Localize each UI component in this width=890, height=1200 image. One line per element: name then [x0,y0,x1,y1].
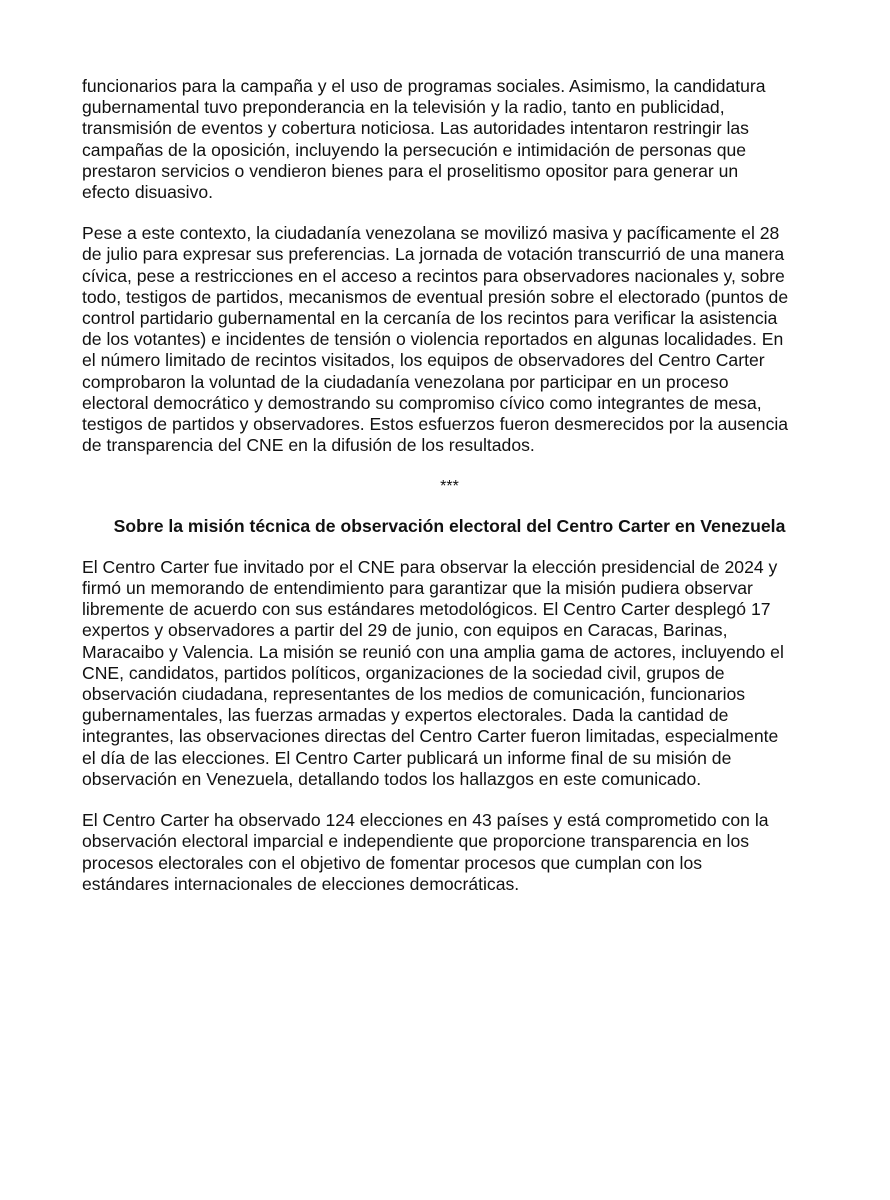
document-page [82,76,817,915]
section-separator: *** [440,478,459,496]
paragraph-campaign-conditions: funcionarios para la campaña y el uso de programas sociales. Asimismo, la candidatura gubernamental tuvo preponderancia en la televisión y la radio, tanto en publicidad, transmisión de eventos y cobertura noticiosa. Las autoridades intentaron restringir las campañas de la oposición, incluyendo la persecución e intimidación de personas que prestaron servicios o vendieron bienes para el proselitismo opositor para generar un efecto disuasivo. [82,76,766,203]
paragraph-carter-center-record: El Centro Carter ha observado 124 elecciones en 43 países y está comprometido con la observación electoral imparcial e independiente que proporcione transparencia en los procesos electorales con el objetivo de fomentar procesos que cumplan con los estándares internacionales de elecciones democráticas. [82,810,769,894]
paragraph-election-day: Pese a este contexto, la ciudadanía venezolana se movilizó masiva y pacíficamente el 28 de julio para expresar sus preferencias. La jornada de votación transcurrió de una manera cívica, pese a restricciones en el acceso a recintos para observadores nacionales y, sobre todo, testigos de partidos, mecanismos de eventual presión sobre el electorado (puntos de control partidario gubernamental en la cercanía de los recintos para verificar la asistencia de los votantes) e incidentes de tensión o violencia reportados en algunas localidades. En el número limitado de recintos visitados, los equipos de observadores del Centro Carter comprobaron la voluntad de la ciudadanía venezolana por participar en un proceso electoral democrático y demostrando su compromiso cívico como integrantes de mesa, testigos de partidos y observadores. Estos esfuerzos fueron desmerecidos por la ausencia de transparencia del CNE en la difusión de los resultados. [82,223,789,456]
section-title: Sobre la misión técnica de observación electoral del Centro Carter en Venezuela [113,515,786,536]
paragraph-mission-description: El Centro Carter fue invitado por el CNE para observar la elección presidencial de 2024 y firmó un memorando de entendimiento para garantizar que la misión pudiera observar libremente de acuerdo con sus estándares metodológicos. El Centro Carter desplegó 17 expertos y observadores a partir del 29 de junio, con equipos en Caracas, Barinas, Maracaibo y Valencia. La misión se reunió con una amplia gama de actores, incluyendo el CNE, candidatos, partidos políticos, organizaciones de la sociedad civil, grupos de observación ciudadana, representantes de los medios de comunicación, funcionarios gubernamentales, las fuerzas armadas y expertos electorales. Dada la cantidad de integrantes, las observaciones directas del Centro Carter fueron limitadas, especialmente el día de las elecciones. El Centro Carter publicará un informe final de su misión de observación en Venezuela, detallando todos los hallazgos en este comunicado. [82,556,784,789]
